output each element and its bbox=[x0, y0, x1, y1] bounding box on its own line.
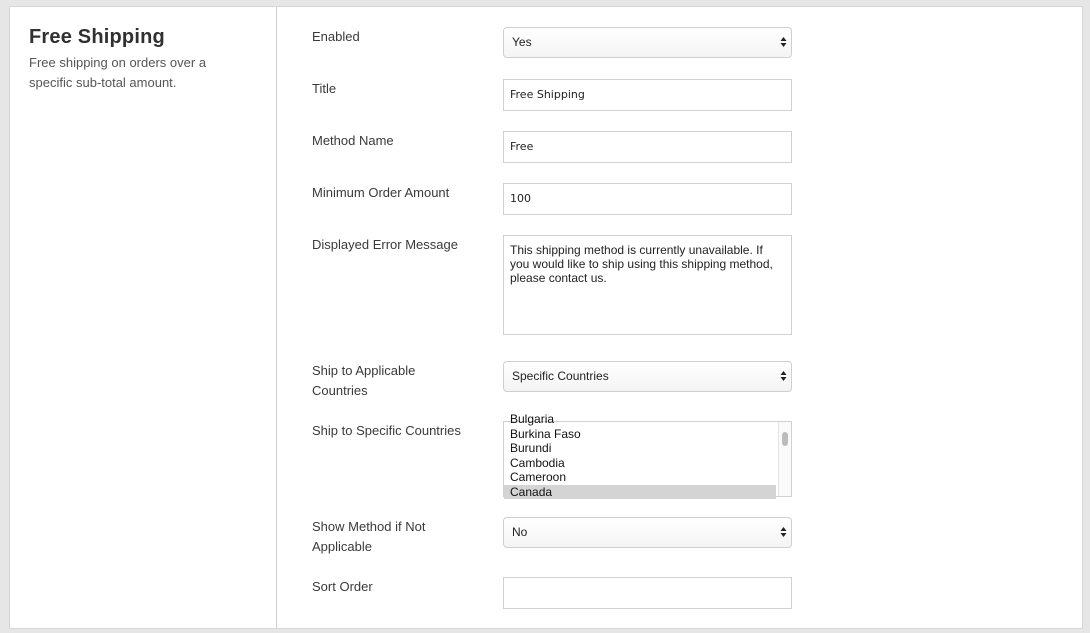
section-title: Free Shipping bbox=[29, 26, 165, 48]
applicable-countries-label: Ship to Applicable Countries bbox=[312, 363, 416, 398]
country-option[interactable]: Burundi bbox=[510, 441, 552, 455]
updown-chevron-icon bbox=[780, 36, 787, 48]
updown-chevron-icon bbox=[780, 370, 787, 382]
country-option[interactable]: Bulgaria bbox=[510, 412, 555, 426]
sort-order-label: Sort Order bbox=[312, 579, 373, 594]
applicable-countries-select-value: Specific Countries bbox=[512, 369, 609, 383]
show-method-label: Show Method if Not Applicable bbox=[312, 519, 426, 554]
specific-countries-listbox[interactable] bbox=[503, 412, 792, 499]
section-description: Free shipping on orders over a specific sub-total amount. bbox=[29, 55, 207, 90]
show-method-select-value: No bbox=[512, 525, 528, 539]
method-name-label: Method Name bbox=[312, 133, 394, 148]
updown-chevron-icon bbox=[780, 526, 787, 538]
country-option[interactable]: Cambodia bbox=[510, 455, 565, 470]
country-option[interactable]: Cameroon bbox=[510, 470, 567, 484]
applicable-countries-select[interactable] bbox=[503, 361, 792, 392]
enabled-select-value: Yes bbox=[512, 35, 532, 49]
enabled-label: Enabled bbox=[312, 29, 360, 44]
min-order-input[interactable]: 100 bbox=[503, 183, 792, 215]
listbox-scroll-thumb[interactable] bbox=[782, 432, 788, 446]
section-sidebar bbox=[10, 7, 277, 628]
country-option-selected[interactable]: Canada bbox=[504, 485, 776, 500]
title-label: Title bbox=[312, 81, 337, 96]
method-name-input[interactable]: Free bbox=[503, 131, 792, 163]
sort-order-input[interactable] bbox=[503, 577, 792, 609]
min-order-label: Minimum Order Amount bbox=[312, 185, 450, 200]
specific-countries-label: Ship to Specific Countries bbox=[312, 423, 461, 438]
show-method-select[interactable] bbox=[503, 517, 792, 548]
country-option[interactable]: Burkina Faso bbox=[510, 426, 581, 441]
shipping-method-panel bbox=[9, 6, 1083, 629]
title-input[interactable]: Free Shipping bbox=[503, 79, 792, 111]
error-message-label: Displayed Error Message bbox=[312, 237, 458, 252]
enabled-select[interactable] bbox=[503, 27, 792, 58]
listbox-scrollbar[interactable] bbox=[778, 422, 791, 496]
error-message-textarea[interactable]: This shipping method is currently unavailable. If you would like to ship using this shipping method, please contact us. bbox=[503, 235, 792, 335]
